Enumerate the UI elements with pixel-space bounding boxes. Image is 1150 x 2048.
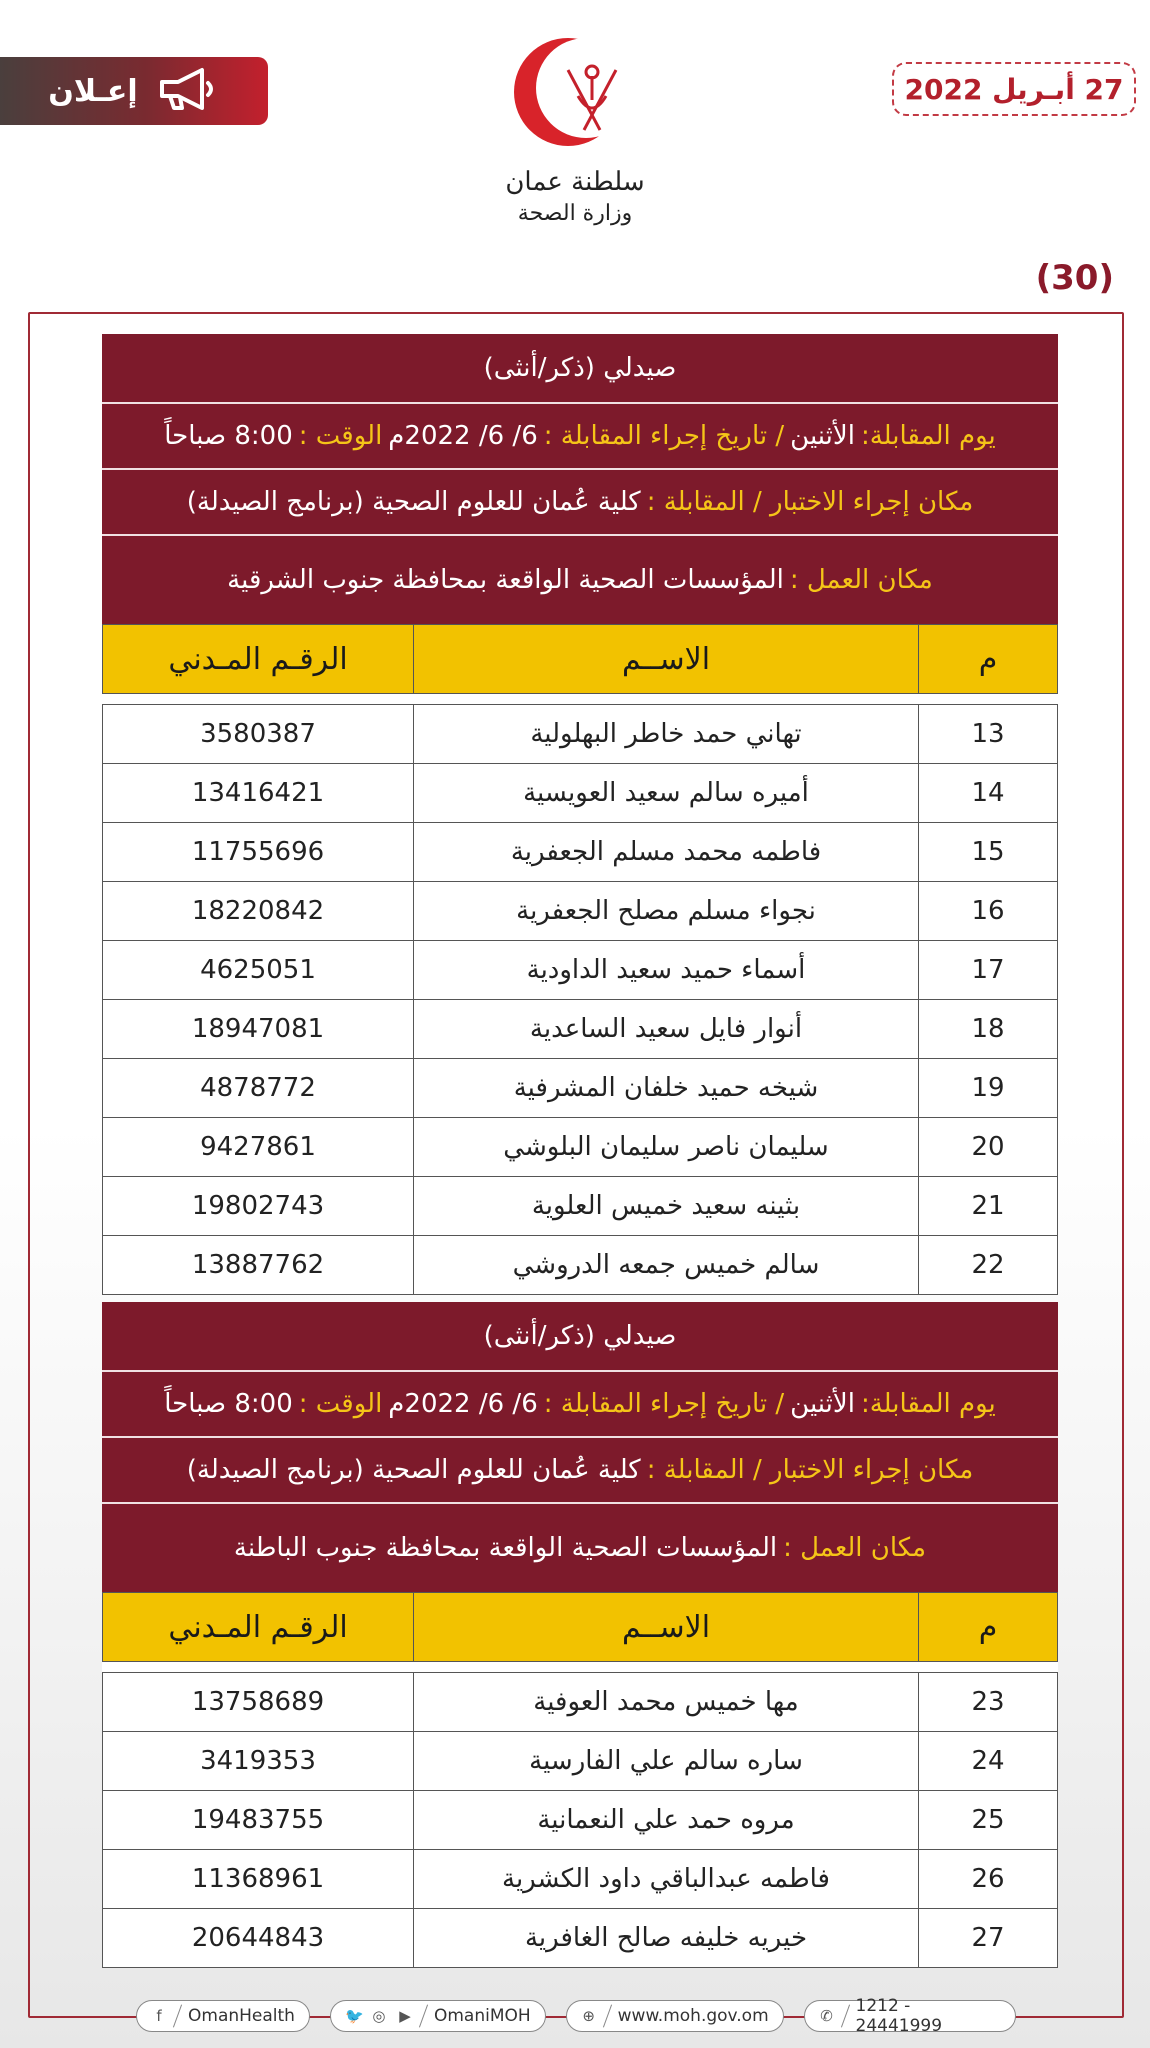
- job-title-band: [102, 1302, 1058, 1372]
- twitter-icon: 🐦: [344, 2007, 364, 2025]
- row-number: 23: [919, 1673, 1058, 1732]
- candidates-table-1: [102, 624, 1058, 1295]
- row-number: 13: [919, 705, 1058, 764]
- row-number: 16: [919, 882, 1058, 941]
- work-location-band: [102, 1504, 1058, 1592]
- page-number: (30): [1035, 258, 1114, 298]
- row-name: نجواء مسلم مصلح الجعفرية: [414, 882, 919, 941]
- job-title: صيدلي (ذكر/أنثى): [483, 1321, 677, 1351]
- table-row: [103, 1791, 1058, 1850]
- facebook-icon: f: [156, 2007, 162, 2025]
- megaphone-icon: [156, 66, 220, 116]
- row-name: أنوار فايل سعيد الساعدية: [414, 1000, 919, 1059]
- column-header-name: الاســم: [414, 625, 919, 694]
- interview-day-value: الأثنين: [790, 421, 855, 451]
- row-number: 14: [919, 764, 1058, 823]
- interview-date-label: / تاريخ إجراء المقابلة :: [543, 421, 785, 451]
- row-number: 15: [919, 823, 1058, 882]
- row-name: مروه حمد علي النعمانية: [414, 1791, 919, 1850]
- row-number: 18: [919, 1000, 1058, 1059]
- work-location-band: [102, 536, 1058, 624]
- candidates-section-2: [102, 1302, 1058, 1968]
- column-header-civil-id: الرقـم المـدني: [103, 625, 414, 694]
- table-header-row: [103, 1593, 1058, 1662]
- table-row: [103, 1850, 1058, 1909]
- location-label: مكان إجراء الاختبار / المقابلة :: [646, 1455, 974, 1485]
- row-civil-id: 4625051: [103, 941, 414, 1000]
- row-name: فاطمه عبدالباقي داود الكشرية: [414, 1850, 919, 1909]
- row-civil-id: 18947081: [103, 1000, 414, 1059]
- logo-title: سلطنة عمان: [505, 167, 645, 197]
- footer-contacts: [136, 1996, 1016, 2036]
- row-number: 24: [919, 1732, 1058, 1791]
- row-number: 27: [919, 1909, 1058, 1968]
- table-row: [103, 1732, 1058, 1791]
- website-link[interactable]: [566, 2000, 784, 2032]
- location-label: مكان إجراء الاختبار / المقابلة :: [646, 487, 974, 517]
- interview-location-band: [102, 1438, 1058, 1504]
- table-row: [103, 1909, 1058, 1968]
- interview-time-value: 8:00 صباحاً: [164, 421, 293, 451]
- phone-icon: ✆: [820, 2007, 833, 2025]
- interview-time-label: الوقت :: [298, 1389, 383, 1419]
- table-row: [103, 1177, 1058, 1236]
- announcement-label: إعـلان: [48, 73, 138, 109]
- row-name: بثينه سعيد خميس العلوية: [414, 1177, 919, 1236]
- table-row: [103, 882, 1058, 941]
- interview-time-value: 8:00 صباحاً: [164, 1389, 293, 1419]
- website-url: www.moh.gov.om: [617, 2006, 769, 2026]
- facebook-link[interactable]: [136, 2000, 310, 2032]
- candidates-section-1: [102, 334, 1058, 1295]
- row-civil-id: 20644843: [103, 1909, 414, 1968]
- row-civil-id: 4878772: [103, 1059, 414, 1118]
- phone-link[interactable]: [804, 1996, 1016, 2036]
- location-value: كلية عُمان للعلوم الصحية (برنامج الصيدلة): [186, 1455, 641, 1485]
- row-number: 20: [919, 1118, 1058, 1177]
- work-label: مكان العمل :: [783, 1533, 927, 1563]
- column-header-name: الاســم: [414, 1593, 919, 1662]
- table-row: [103, 1059, 1058, 1118]
- location-value: كلية عُمان للعلوم الصحية (برنامج الصيدلة): [186, 487, 641, 517]
- table-row: [103, 1236, 1058, 1295]
- row-name: مها خميس محمد العوفية: [414, 1673, 919, 1732]
- row-name: سليمان ناصر سليمان البلوشي: [414, 1118, 919, 1177]
- row-number: 25: [919, 1791, 1058, 1850]
- interview-day-label: يوم المقابلة:: [860, 421, 996, 451]
- row-name: شيخه حميد خلفان المشرفية: [414, 1059, 919, 1118]
- interview-schedule-band: [102, 404, 1058, 470]
- row-civil-id: 9427861: [103, 1118, 414, 1177]
- interview-day-value: الأثنين: [790, 1389, 855, 1419]
- social-links[interactable]: [330, 2000, 546, 2032]
- logo-subtitle: وزارة الصحة: [517, 201, 633, 226]
- row-civil-id: 19802743: [103, 1177, 414, 1236]
- ministry-logo: [490, 30, 660, 230]
- globe-icon: ⊕: [582, 2007, 595, 2025]
- work-label: مكان العمل :: [789, 565, 933, 595]
- row-civil-id: 13416421: [103, 764, 414, 823]
- phone-number: 1212 - 24441999: [855, 1996, 943, 2036]
- row-civil-id: 13887762: [103, 1236, 414, 1295]
- facebook-handle: OmanHealth: [188, 2006, 295, 2026]
- column-header-number: م: [919, 625, 1058, 694]
- row-name: ساره سالم علي الفارسية: [414, 1732, 919, 1791]
- row-number: 17: [919, 941, 1058, 1000]
- interview-date-label: / تاريخ إجراء المقابلة :: [543, 1389, 785, 1419]
- row-number: 26: [919, 1850, 1058, 1909]
- row-civil-id: 11368961: [103, 1850, 414, 1909]
- date-badge: [892, 62, 1136, 116]
- column-header-civil-id: الرقـم المـدني: [103, 1593, 414, 1662]
- row-civil-id: 19483755: [103, 1791, 414, 1850]
- row-number: 21: [919, 1177, 1058, 1236]
- interview-time-label: الوقت :: [298, 421, 383, 451]
- work-value: المؤسسات الصحية الواقعة بمحافظة جنوب الباطنة: [233, 1533, 778, 1563]
- table-row: [103, 823, 1058, 882]
- instagram-icon: ◎: [372, 2007, 386, 2025]
- row-civil-id: 3419353: [103, 1732, 414, 1791]
- row-number: 19: [919, 1059, 1058, 1118]
- row-civil-id: 11755696: [103, 823, 414, 882]
- row-number: 22: [919, 1236, 1058, 1295]
- table-row: [103, 1673, 1058, 1732]
- table-header-row: [103, 625, 1058, 694]
- work-value: المؤسسات الصحية الواقعة بمحافظة جنوب الشرقية: [227, 565, 784, 595]
- row-name: أميره سالم سعيد العويسية: [414, 764, 919, 823]
- youtube-icon: ▶: [399, 2007, 411, 2025]
- interview-date-value: 6/ 6/ 2022م: [388, 421, 538, 451]
- column-header-number: م: [919, 1593, 1058, 1662]
- announcement-banner: [0, 57, 268, 125]
- row-civil-id: 18220842: [103, 882, 414, 941]
- interview-location-band: [102, 470, 1058, 536]
- table-row: [103, 764, 1058, 823]
- row-civil-id: 3580387: [103, 705, 414, 764]
- row-civil-id: 13758689: [103, 1673, 414, 1732]
- table-row: [103, 941, 1058, 1000]
- row-name: تهاني حمد خاطر البهلولية: [414, 705, 919, 764]
- row-name: سالم خميس جمعه الدروشي: [414, 1236, 919, 1295]
- row-name: خيريه خليفه صالح الغافرية: [414, 1909, 919, 1968]
- candidates-table-2: [102, 1592, 1058, 1968]
- interview-date-value: 6/ 6/ 2022م: [388, 1389, 538, 1419]
- job-title-band: [102, 334, 1058, 404]
- announcement-date: 27 أبـريل 2022: [904, 72, 1124, 106]
- table-row: [103, 1118, 1058, 1177]
- social-handle: OmaniMOH: [433, 2006, 531, 2026]
- table-row: [103, 1000, 1058, 1059]
- job-title: صيدلي (ذكر/أنثى): [483, 353, 677, 383]
- interview-day-label: يوم المقابلة:: [860, 1389, 996, 1419]
- interview-schedule-band: [102, 1372, 1058, 1438]
- row-name: أسماء حميد سعيد الداودية: [414, 941, 919, 1000]
- row-name: فاطمه محمد مسلم الجعفرية: [414, 823, 919, 882]
- table-row: [103, 705, 1058, 764]
